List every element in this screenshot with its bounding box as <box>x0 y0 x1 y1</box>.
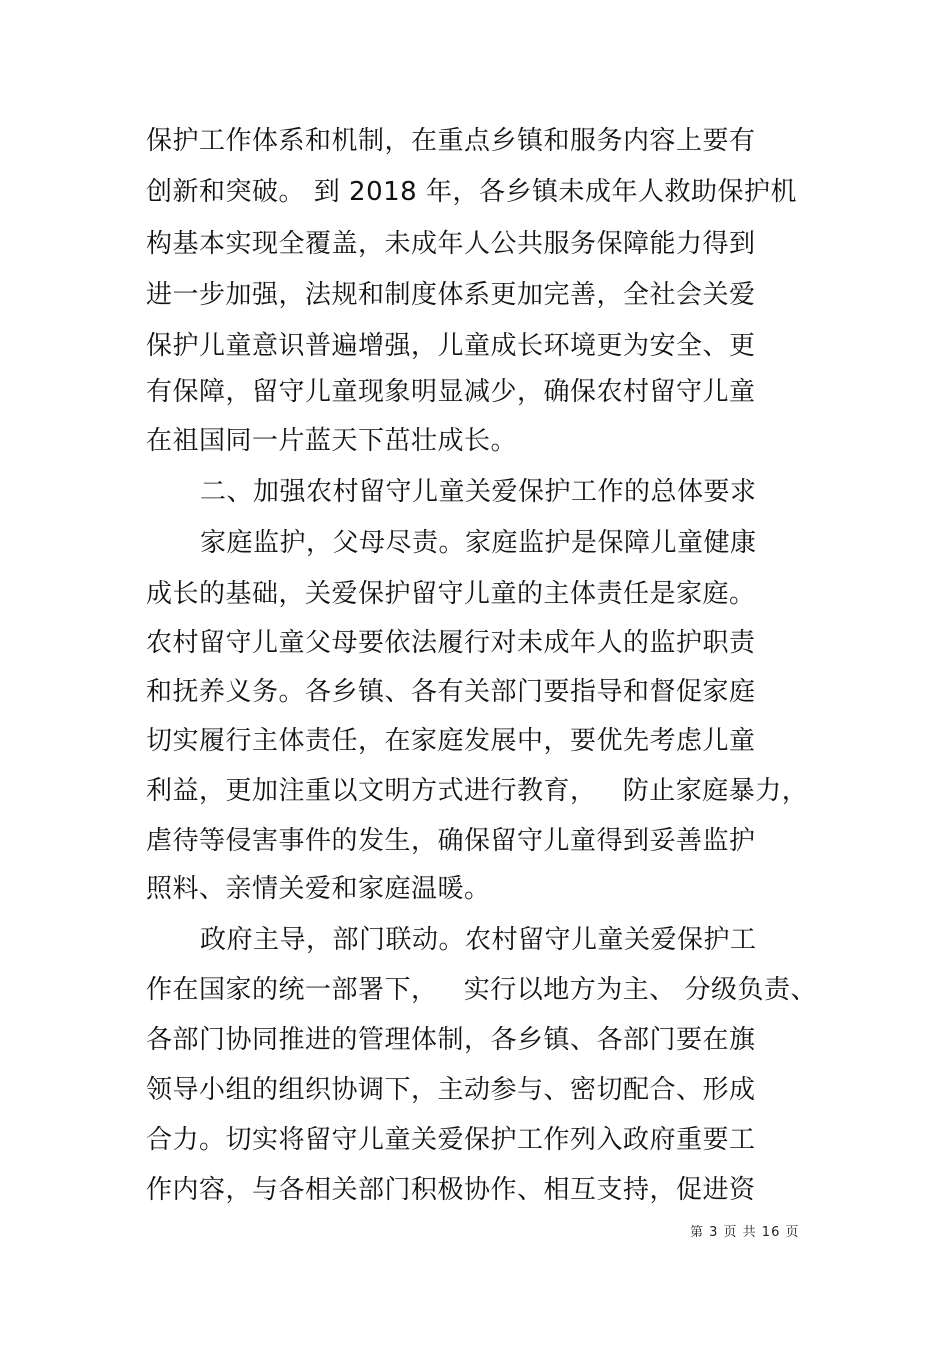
text-line: 作内容，与各相关部门积极协作、相互支持，促进资 <box>146 1175 756 1205</box>
text-line: 各部门协同推进的管理体制，各乡镇、各部门要在旗 <box>146 1025 756 1055</box>
text-line: 照料、亲情关爱和家庭温暖。 <box>146 874 491 904</box>
text-line: 创新和突破。 到 2018 年，各乡镇未成年人救助保护机 <box>146 177 797 207</box>
text-line: 构基本实现全覆盖，未成年人公共服务保障能力得到 <box>146 229 756 259</box>
text-line: 保护工作体系和机制，在重点乡镇和服务内容上要有 <box>146 126 756 156</box>
paragraph-start-line: 政府主导，部门联动。农村留守儿童关爱保护工 <box>200 925 757 955</box>
paragraph-start-line: 家庭监护，父母尽责。家庭监护是保障儿童健康 <box>200 528 757 558</box>
text-line: 进一步加强，法规和制度体系更加完善，全社会关爱 <box>146 280 756 310</box>
text-line: 成长的基础，关爱保护留守儿童的主体责任是家庭。 <box>146 579 756 609</box>
text-line: 领导小组的组织协调下，主动参与、密切配合、形成 <box>146 1075 756 1105</box>
section-heading: 二、加强农村留守儿童关爱保护工作的总体要求 <box>200 477 757 507</box>
text-line: 和抚养义务。各乡镇、各有关部门要指导和督促家庭 <box>146 677 756 707</box>
text-line: 保护儿童意识普遍增强，儿童成长环境更为安全、更 <box>146 331 756 361</box>
text-line: 农村留守儿童父母要依法履行对未成年人的监护职责 <box>146 628 756 658</box>
text-line: 在祖国同一片蓝天下茁壮成长。 <box>146 426 518 456</box>
text-line: 有保障，留守儿童现象明显减少，确保农村留守儿童 <box>146 377 756 407</box>
page-number-footer: 第 3 页 共 16 页 <box>690 1225 800 1240</box>
text-line: 利益，更加注重以文明方式进行教育， 防止家庭暴力， <box>146 776 809 806</box>
text-line: 作在国家的统一部署下， 实行以地方为主、 分级负责、 <box>146 975 818 1005</box>
text-line: 切实履行主体责任，在家庭发展中，要优先考虑儿童 <box>146 726 756 756</box>
text-line: 合力。切实将留守儿童关爱保护工作列入政府重要工 <box>146 1125 756 1155</box>
text-line: 虐待等侵害事件的发生，确保留守儿童得到妥善监护 <box>146 826 756 856</box>
